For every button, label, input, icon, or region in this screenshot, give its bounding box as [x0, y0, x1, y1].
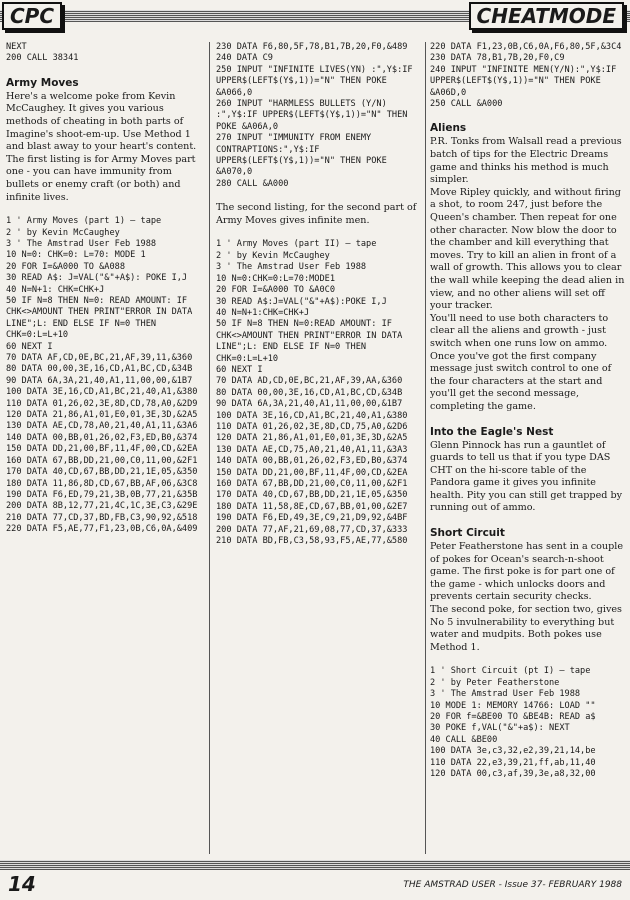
- column-1: [6, 42, 202, 536]
- army-moves-part2-text: The second listing, for the second part of Army Moves gives infinite men.: [216, 202, 417, 226]
- column-2: [216, 42, 420, 547]
- column-divider-1: [209, 42, 210, 854]
- eagles-nest-heading: Into the Eagle's Nest: [430, 425, 554, 438]
- section-label-cheatmode: CHEATMODE: [469, 2, 624, 30]
- army-moves-listing-2: 1 ' Army Moves (part II) — tape 2 ' by Kevin McCaughey 3 ' The Amstrad User Feb 1988 10 N=0:CHK=0:L=70:MODE1 20 FOR I=&A000 TO &A0C0 30 READ A$:J=VAL("&"+A$):POKE I,J 40 N=N+1:CHK=CHK+J 50 IF N=8 THEN N=0:READ AMOUNT: IF CHK<>AMOUNT THEN PRINT"ERROR IN DATA LINE";L: END ELSE IF N=0 THEN CHK=0:L=L+10 60 NEXT I 70 DATA AD,CD,0E,BC,21,AF,39,AA,&360 80 DATA 00,00,3E,16,CD,A1,BC,CD,&34B 90 DATA 6A,3A,21,40,A1,11,00,00,&1B7 100 DATA 3E,16,CD,A1,BC,21,40,A1,&380 110 DATA 01,26,02,3E,8D,CD,75,A0,&2D6 120 DATA 21,86,A1,01,E0,01,3E,3D,&2A5 130 DATA AE,CD,75,A0,21,40,A1,11,&3A3 140 DATA 00,BB,01,26,02,F3,ED,B0,&374 150 DATA DD,21,00,BF,11,4F,00,CD,&2EA 160 DATA 67,BB,DD,21,00,C0,11,00,&2F1 170 DATA 40,CD,67,BB,DD,21,1E,05,&350 180 DATA 11,58,8E,CD,67,BB,01,00,&2E7 190 DATA F6,ED,49,3E,C9,21,D9,92,&4BF 200 DATA 77,AF,21,69,08,77,CD,37,&333 210 DATA BD,FB,C3,58,93,F5,AE,77,&580: [216, 239, 408, 547]
- army-moves-listing-1-end: 230 DATA F6,80,5F,78,B1,7B,20,F0,&489 240 DATA C9 250 INPUT "INFINITE LIVES(YN) :",Y$:IF UPPER$(LEFT$(Y$,1))="N" THEN POKE &A066,0 260 INPUT "HARMLESS BULLETS (Y/N) :",Y$:IF UPPER$(LEFT$(Y$,1))="N" THEN POKE &A06A,0 270 INPUT "IMMUNITY FROM ENEMY CONTRAPTIONS:",Y$:IF UPPER$(LEFT$(Y$,1))="N" THEN POKE &A070,0 280 CALL &A000: [216, 42, 413, 189]
- army-moves-listing-1: 1 ' Army Moves (part 1) — tape 2 ' by Kevin McCaughey 3 ' The Amstrad User Feb 1988 10 N=0: CHK=0: L=70: MODE 1 20 FOR I=&A000 TO &A088 30 READ A$: J=VAL("&"+A$): POKE I,J 40 N=N+1: CHK=CHK+J 50 IF N=8 THEN N=0: READ AMOUNT: IF CHK<>AMOUNT THEN PRINT"ERROR IN DATA LINE";L: END ELSE IF N=0 THEN CHK=0:L=L+10 60 NEXT I 70 DATA AF,CD,0E,BC,21,AF,39,11,&360 80 DATA 00,00,3E,16,CD,A1,BC,CD,&34B 90 DATA 6A,3A,21,40,A1,11,00,00,&1B7 100 DATA 3E,16,CD,A1,BC,21,40,A1,&380 110 DATA 01,26,02,3E,8D,CD,78,A0,&2D9 120 DATA 21,86,A1,01,E0,01,3E,3D,&2A5 130 DATA AE,CD,78,A0,21,40,A1,11,&3A6 140 DATA 00,BB,01,26,02,F3,ED,B0,&374 150 DATA DD,21,00,BF,11,4F,00,CD,&2EA 160 DATA 67,BB,DD,21,00,C0,11,00,&2F1 170 DATA 40,CD,67,BB,DD,21,1E,05,&350 180 DATA 11,86,8D,CD,67,BB,AF,06,&3C8 190 DATA F6,ED,79,21,3B,0B,77,21,&35B 200 DATA 8B,12,77,21,4C,1C,3E,C3,&29E 210 DATA 77,CD,37,BD,FB,C3,90,92,&518 220 DATA F5,AE,77,F1,23,0B,C6,0A,&409: [6, 216, 198, 535]
- page-footer: [0, 858, 630, 898]
- army-moves-text: Here's a welcome poke from Kevin McCaughey. It gives you various methods of cheating in both parts of Imagine's shoot-em-up. Use Method 1 and blast away to your heart's content. The first listing is for Army Moves part one - you can have immunity from bullets or enemy craft (or both) and infinite lives.: [6, 90, 197, 203]
- section-label-cpc: CPC: [2, 2, 62, 30]
- army-moves-listing-2-end: 220 DATA F1,23,0B,C6,0A,F6,80,5F,&3C4 230 DATA 78,B1,7B,20,F0,C9 240 INPUT "INFINITE MEN(Y/N):",Y$:IF UPPER$(LEFT$(Y$,1))="N" THEN POKE &A06D,0 250 CALL &A000: [430, 42, 622, 110]
- army-moves-heading: Army Moves: [6, 76, 79, 89]
- short-circuit-heading: Short Circuit: [430, 527, 505, 540]
- publication-line: THE AMSTRAD USER - Issue 37- FEBRUARY 1988: [403, 880, 622, 890]
- short-circuit-text-1: Peter Featherstone has sent in a couple of pokes for Ocean's search-n-shoot game. The first poke is for part one of the game - which unlocks doors and prevents certain security checks.: [430, 541, 623, 603]
- column-divider-2: [425, 42, 426, 854]
- aliens-text-2: Move Ripley quickly, and without firing a shot, to room 247, just before the Queen's chamber. Then repeat for one other character. Now blow the door to the chamber and kill everything that moves. Try to kill an alien in front of a wall of growth. This allows you to clear the wall while keeping the dead alien in view, and no other aliens will set off your tracker.: [430, 186, 625, 312]
- aliens-text-3: You'll need to use both characters to clear all the aliens and growth - just switch when one runs low on ammo. Once you've got the first company message just switch control to one of the four characters at the start and you'll get the second message, completing the game.: [430, 312, 612, 412]
- short-circuit-listing: 1 ' Short Circuit (pt I) — tape 2 ' by Peter Featherstone 3 ' The Amstrad User Feb 1988 10 MODE 1: MEMORY 14766: LOAD "" 20 FOR f=&BE00 TO &BE4B: READ a$ 30 POKE f,VAL("&"+a$): NEXT 40 CALL &BE00 100 DATA 3e,c3,32,e2,39,21,14,be 110 DATA 22,e3,39,21,ff,ab,11,40 120 DATA 00,c3,af,39,3e,a8,32,00: [430, 666, 596, 780]
- eagles-nest-text: Glenn Pinnock has run a gauntlet of guards to tell us that if you type DAS CHT on the hi-score table of the Pandora game it gives you infinite health. Pity you can still get trapped by running out of ammo.: [430, 439, 623, 514]
- short-circuit-text-2: The second poke, for section two, gives No 5 invulnerability to everything but water and mudpits. Both pokes use Method 1.: [430, 604, 622, 653]
- page-header: [0, 0, 630, 30]
- lead-listing: NEXT 200 CALL 38341: [6, 42, 79, 64]
- footer-stripe: [0, 860, 630, 870]
- page-number: 14: [8, 872, 36, 896]
- aliens-text-1: P.R. Tonks from Walsall read a previous batch of tips for the Electric Dreams game and thinks his method is much simpler.: [430, 136, 622, 186]
- aliens-heading: Aliens: [430, 122, 467, 135]
- column-3: [430, 42, 626, 780]
